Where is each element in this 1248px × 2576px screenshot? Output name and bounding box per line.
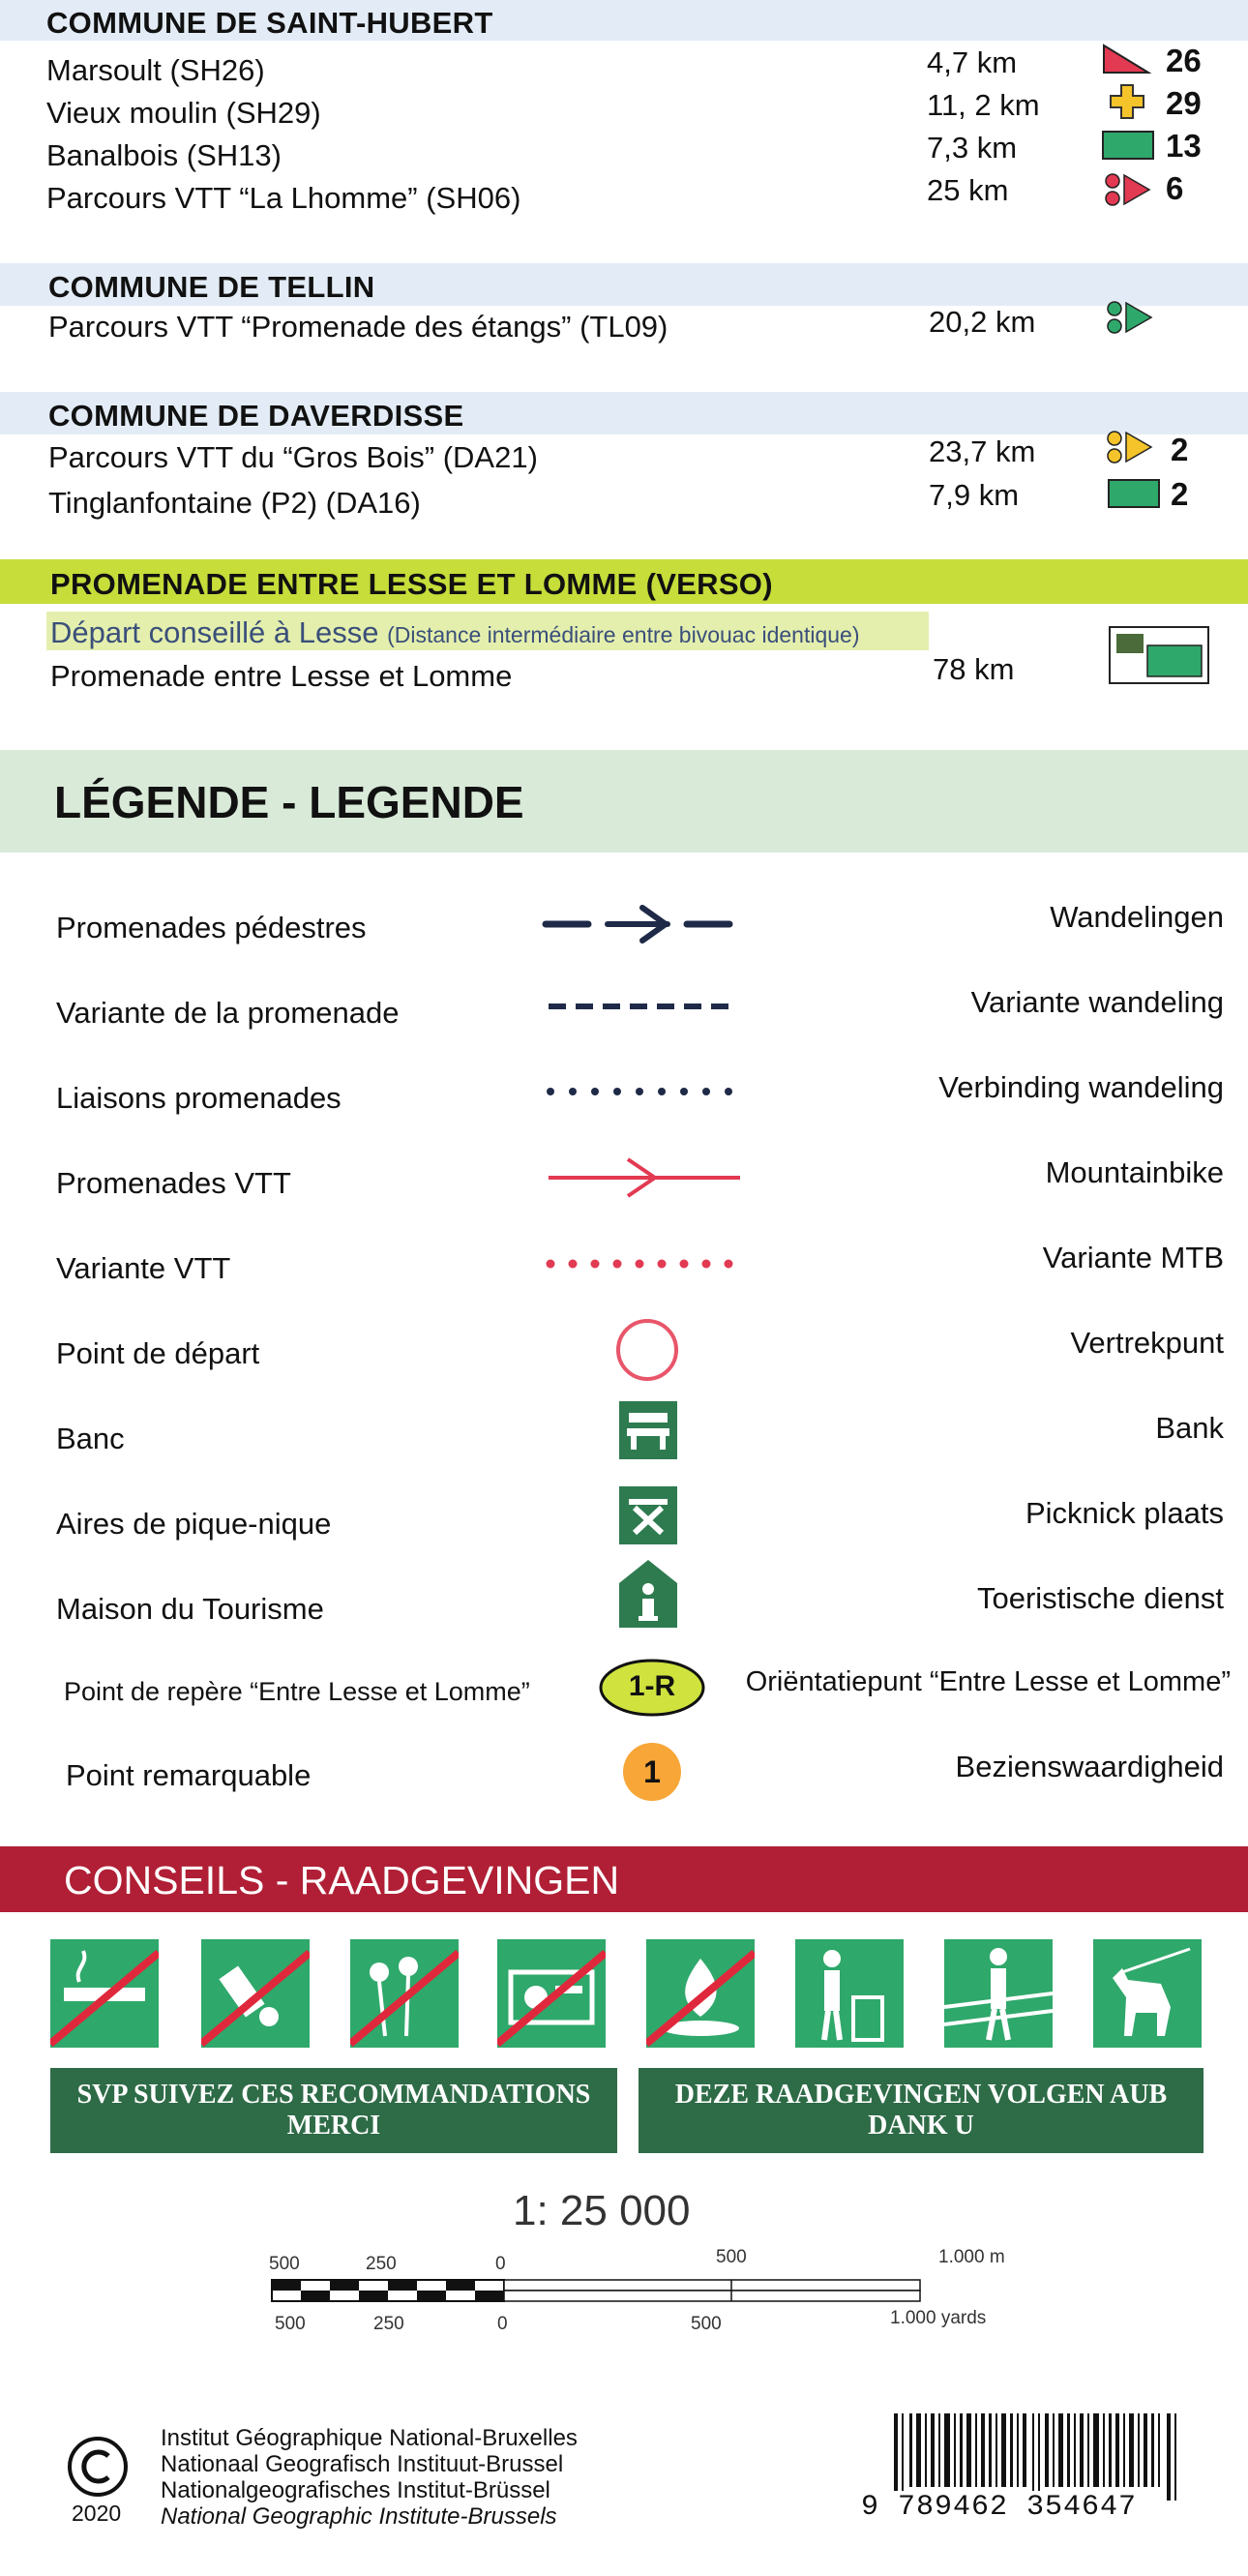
scale-tick-yd: 0 bbox=[497, 2314, 508, 2334]
route-number: 13 bbox=[1166, 128, 1202, 164]
barcode-number: 9 789462 354647 bbox=[861, 2491, 1138, 2524]
copyright-year: 2020 bbox=[72, 2501, 122, 2526]
legend-label-nl: Toeristische dienst bbox=[976, 1581, 1224, 1615]
depart-advice bbox=[50, 615, 859, 650]
legend-label-nl: Vertrekpunt bbox=[1070, 1326, 1224, 1360]
green-vtt-arrow-icon bbox=[1105, 300, 1159, 335]
publisher-line: Institut Géographique National-Bruxelles bbox=[161, 2425, 578, 2451]
commune-title: COMMUNE DE TELLIN bbox=[48, 270, 375, 304]
legend-label-fr: Point de départ bbox=[56, 1336, 260, 1370]
legend-label-fr: Promenades pédestres bbox=[56, 911, 367, 944]
route-number: 2 bbox=[1171, 432, 1189, 467]
legend-label-fr: Point de repère “Entre Lesse et Lomme” bbox=[64, 1677, 530, 1706]
scale-tick-m: 500 bbox=[269, 2254, 300, 2274]
red-dotted-line-icon bbox=[545, 1254, 748, 1273]
walk-arrow-line-icon bbox=[542, 900, 735, 948]
landmark-badge: 1-R bbox=[628, 1670, 676, 1702]
red-arrow-line-icon bbox=[547, 1155, 750, 1200]
yellow-cross-icon bbox=[1109, 83, 1145, 120]
route-distance: 23,7 km bbox=[929, 434, 1036, 468]
dotted-line-icon bbox=[545, 1082, 748, 1101]
route-name: Promenade entre Lesse et Lomme bbox=[50, 659, 513, 693]
conseils-recommendation-fr: SVP SUIVEZ CES RECOMMANDATIONS MERCI bbox=[50, 2068, 617, 2153]
scale-bar bbox=[271, 2278, 929, 2307]
legend-label-fr: Banc bbox=[56, 1422, 125, 1455]
legend-label-fr: Point remarquable bbox=[66, 1758, 312, 1792]
legend-label-fr: Maison du Tourisme bbox=[56, 1592, 324, 1626]
conseils-recommendation-nl: DEZE RAADGEVINGEN VOLGEN AUB DANK U bbox=[639, 2068, 1203, 2153]
use-bin-icon bbox=[795, 1939, 904, 2048]
dog-leash-icon bbox=[1093, 1939, 1202, 2048]
legend-label-nl: Bezienswaardigheid bbox=[955, 1750, 1224, 1783]
route-number: 2 bbox=[1171, 476, 1189, 512]
route-distance: 25 km bbox=[927, 173, 1009, 207]
legend-label-nl: Mountainbike bbox=[1045, 1155, 1224, 1189]
legend-label-fr: Liaisons promenades bbox=[56, 1081, 342, 1115]
legend-label-fr: Promenades VTT bbox=[56, 1166, 291, 1200]
scale-tick-yd: 500 bbox=[275, 2314, 306, 2334]
no-smoking-icon bbox=[50, 1939, 159, 2048]
route-name: Marsoult (SH26) bbox=[46, 53, 265, 87]
info-icon bbox=[619, 1560, 677, 1628]
route-number: 29 bbox=[1166, 85, 1202, 121]
legend-label-nl: Picknick plaats bbox=[1025, 1496, 1224, 1530]
remarkable-badge: 1 bbox=[643, 1754, 661, 1789]
legend-label-fr: Variante de la promenade bbox=[56, 996, 400, 1030]
route-name: Banalbois (SH13) bbox=[46, 138, 282, 172]
route-distance: 4,7 km bbox=[927, 45, 1018, 79]
no-flower-picking-icon bbox=[350, 1939, 459, 2048]
publisher-line: National Geographic Institute-Brussels bbox=[161, 2503, 557, 2530]
scale-tick-m: 500 bbox=[716, 2247, 747, 2267]
publisher-line: Nationaal Geografisch Instituut-Brussel bbox=[161, 2451, 564, 2477]
legend-label-nl: Oriëntatiepunt “Entre Lesse et Lomme” bbox=[745, 1666, 1231, 1697]
stay-on-path-icon bbox=[944, 1939, 1053, 2048]
scale-ratio: 1: 25 000 bbox=[513, 2187, 691, 2234]
green-rectangle-icon bbox=[1107, 478, 1161, 509]
red-triangle-flag-icon bbox=[1101, 43, 1151, 75]
depart-label: Départ conseillé à Lesse bbox=[50, 615, 379, 649]
legend-label-nl: Verbinding wandeling bbox=[938, 1070, 1224, 1104]
barcode bbox=[890, 2413, 1190, 2501]
promenade-title: PROMENADE ENTRE LESSE ET LOMME (VERSO) bbox=[50, 567, 773, 601]
legend-label-fr: Variante VTT bbox=[56, 1251, 231, 1285]
no-littering-icon bbox=[201, 1939, 310, 2048]
scale-tick-yd: 250 bbox=[373, 2314, 404, 2334]
route-name: Vieux moulin (SH29) bbox=[46, 96, 321, 130]
commune-title: COMMUNE DE DAVERDISSE bbox=[48, 399, 464, 433]
bench-icon bbox=[619, 1401, 677, 1459]
route-name: Parcours VTT “La Lhomme” (SH06) bbox=[46, 181, 521, 215]
scale-tick-m: 1.000 m bbox=[938, 2247, 1005, 2267]
route-distance: 7,9 km bbox=[929, 478, 1020, 512]
no-radio-icon bbox=[497, 1939, 606, 2048]
green-rectangle-icon bbox=[1101, 130, 1155, 161]
publisher-block bbox=[161, 2425, 578, 2530]
route-distance: 20,2 km bbox=[929, 305, 1036, 339]
red-circle-icon bbox=[613, 1316, 681, 1384]
legend-title: LÉGENDE - LEGENDE bbox=[54, 777, 524, 827]
commune-title: COMMUNE DE SAINT-HUBERT bbox=[46, 6, 493, 40]
scale-tick-m: 250 bbox=[366, 2254, 397, 2274]
red-vtt-arrow-icon bbox=[1103, 172, 1157, 207]
conseils-title: CONSEILS - RAADGEVINGEN bbox=[64, 1858, 620, 1902]
route-distance: 11, 2 km bbox=[927, 88, 1040, 122]
route-distance: 7,3 km bbox=[927, 131, 1018, 165]
dashed-line-icon bbox=[547, 997, 740, 1016]
copyright-icon bbox=[66, 2435, 130, 2499]
scale-tick-yd: 500 bbox=[691, 2314, 722, 2334]
route-number: 26 bbox=[1166, 43, 1202, 78]
bivouac-map-icon bbox=[1109, 626, 1209, 684]
picnic-icon bbox=[619, 1486, 677, 1544]
scale-tick-yd: 1.000 yards bbox=[890, 2308, 987, 2328]
legend-label-nl: Variante MTB bbox=[1042, 1241, 1224, 1274]
route-distance: 78 km bbox=[933, 652, 1015, 686]
yellow-vtt-arrow-icon bbox=[1105, 430, 1159, 464]
depart-note: (Distance intermédiaire entre bivouac identique) bbox=[387, 622, 860, 647]
publisher-line: Nationalgeografisches Institut-Brüssel bbox=[161, 2477, 550, 2503]
no-fire-icon bbox=[646, 1939, 755, 2048]
route-name: Tinglanfontaine (P2) (DA16) bbox=[48, 486, 421, 520]
legend-label-fr: Aires de pique-nique bbox=[56, 1507, 332, 1541]
legend-label-nl: Variante wandeling bbox=[970, 985, 1224, 1019]
legend-label-nl: Wandelingen bbox=[1050, 900, 1224, 934]
scale-tick-m: 0 bbox=[495, 2254, 506, 2274]
route-name: Parcours VTT du “Gros Bois” (DA21) bbox=[48, 440, 538, 474]
route-name: Parcours VTT “Promenade des étangs” (TL09) bbox=[48, 310, 669, 344]
legend-label-nl: Bank bbox=[1155, 1411, 1224, 1445]
route-number: 6 bbox=[1166, 170, 1184, 206]
